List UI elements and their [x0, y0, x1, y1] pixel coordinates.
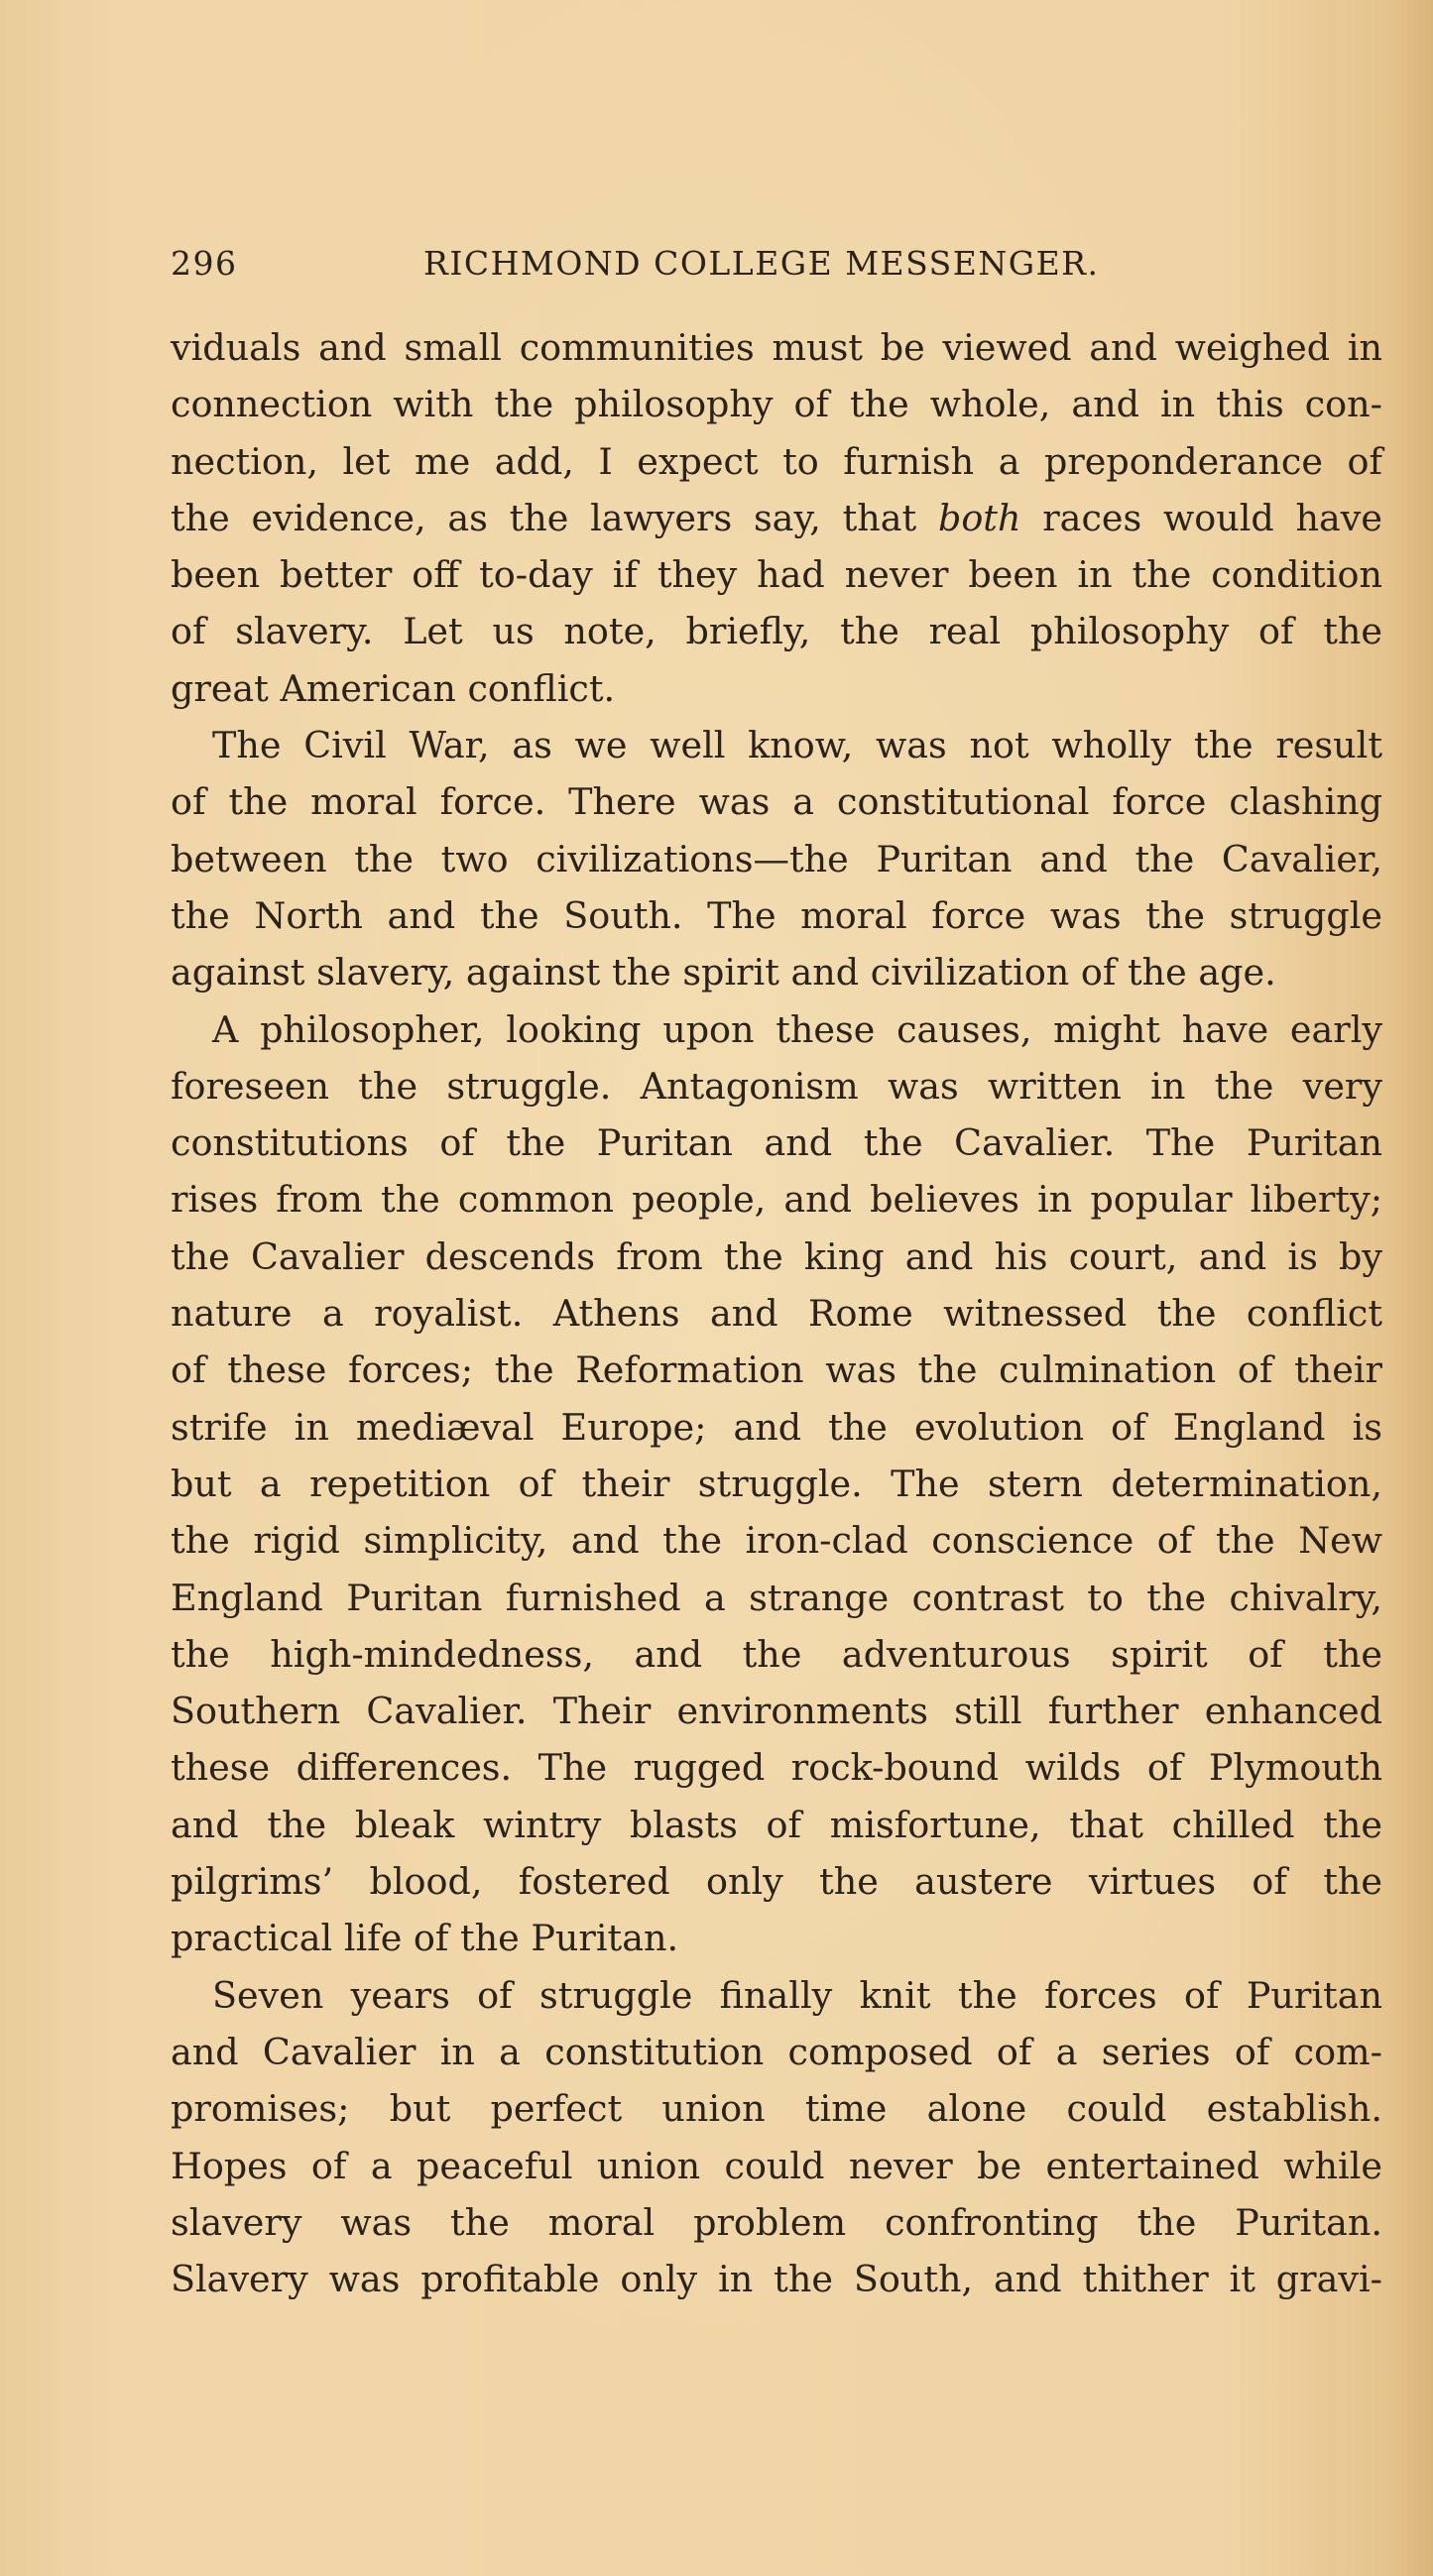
paragraph [171, 1967, 1382, 2308]
text-line: The Civil War, as we well know, was not wholly the result [212, 724, 1382, 767]
text-line: the rigid simplicity, and the iron-clad conscience of the New [171, 1519, 1382, 1563]
text-line: but a repetition of their struggle. The stern determination, [171, 1462, 1382, 1505]
text-line: foreseen the struggle. Antagonism was written in the very [171, 1064, 1382, 1108]
text-line: practical life of the Puritan. [171, 1917, 679, 1960]
text-line: constitutions of the Puritan and the Cavalier. The Puritan [171, 1121, 1382, 1165]
emphasized-word: both [937, 496, 1021, 539]
text-line: been better off to-day if they had never been in the condition [171, 553, 1382, 597]
text-run: the evidence, as the lawyers say, that [171, 496, 938, 539]
page-header [171, 244, 1242, 288]
text-line: slavery was the moral problem confronting the Puritan. [171, 2200, 1382, 2244]
text-line: England Puritan furnished a strange contrast to the chivalry, [171, 1576, 1382, 1619]
text-line: of slavery. Let us note, briefly, the real philosophy of the [171, 610, 1382, 653]
text-line: the Cavalier descends from the king and his court, and is by [171, 1234, 1382, 1278]
text-line: between the two civilizations—the Puritan and the Cavalier, [171, 837, 1382, 880]
paragraph [171, 717, 1382, 1000]
body-text [171, 319, 1382, 2307]
paragraph [171, 319, 1382, 717]
text-line: nature a royalist. Athens and Rome witnessed the conflict [171, 1292, 1382, 1336]
text-line: and the bleak wintry blasts of misfortune, that chilled the [171, 1803, 1382, 1846]
text-line: A philosopher, looking upon these causes, might have early [212, 1007, 1382, 1051]
text-line: viduals and small communities must be viewed and weighed in [171, 326, 1382, 369]
paragraph [171, 1001, 1382, 1967]
text-line: against slavery, against the spirit and civilization of the age. [171, 951, 1276, 995]
text-line: rises from the common people, and believes in popular liberty; [171, 1178, 1382, 1222]
running-title: RICHMOND COLLEGE MESSENGER. [423, 244, 1100, 283]
text-line: pilgrims’ blood, fostered only the austere virtues of the [171, 1860, 1382, 1904]
text-line: Hopes of a peaceful union could never be entertained while [171, 2144, 1382, 2187]
text-line: great American conflict. [171, 666, 616, 710]
text-line: strife in mediæval Europe; and the evolution of England is [171, 1405, 1382, 1449]
text-line: these differences. The rugged rock-bound wilds of Plymouth [171, 1746, 1382, 1790]
text-line: and Cavalier in a constitution composed of a series of com- [171, 2030, 1382, 2073]
text-line: nection, let me add, I expect to furnish a preponderance of [171, 439, 1382, 483]
text-line: Seven years of struggle finally knit the forces of Puritan [212, 1973, 1382, 2017]
text-line: promises; but perfect union time alone could establish. [171, 2087, 1382, 2131]
text-line: Slavery was profitable only in the South, and thither it gravi- [171, 2258, 1382, 2301]
text-line [171, 490, 1382, 546]
text-line: of the moral force. There was a constitutional force clashing [171, 780, 1382, 824]
text-line: Southern Cavalier. Their environments still further enhanced [171, 1690, 1382, 1733]
text-run: races would have [1020, 496, 1382, 539]
text-line: the North and the South. The moral force was the struggle [171, 893, 1382, 937]
text-line: connection with the philosophy of the whole, and in this con- [171, 383, 1382, 426]
text-line: the high-mindedness, and the adventurous spirit of the [171, 1632, 1382, 1676]
page-number: 296 [171, 244, 238, 283]
text-line: of these forces; the Reformation was the culmination of their [171, 1348, 1382, 1392]
